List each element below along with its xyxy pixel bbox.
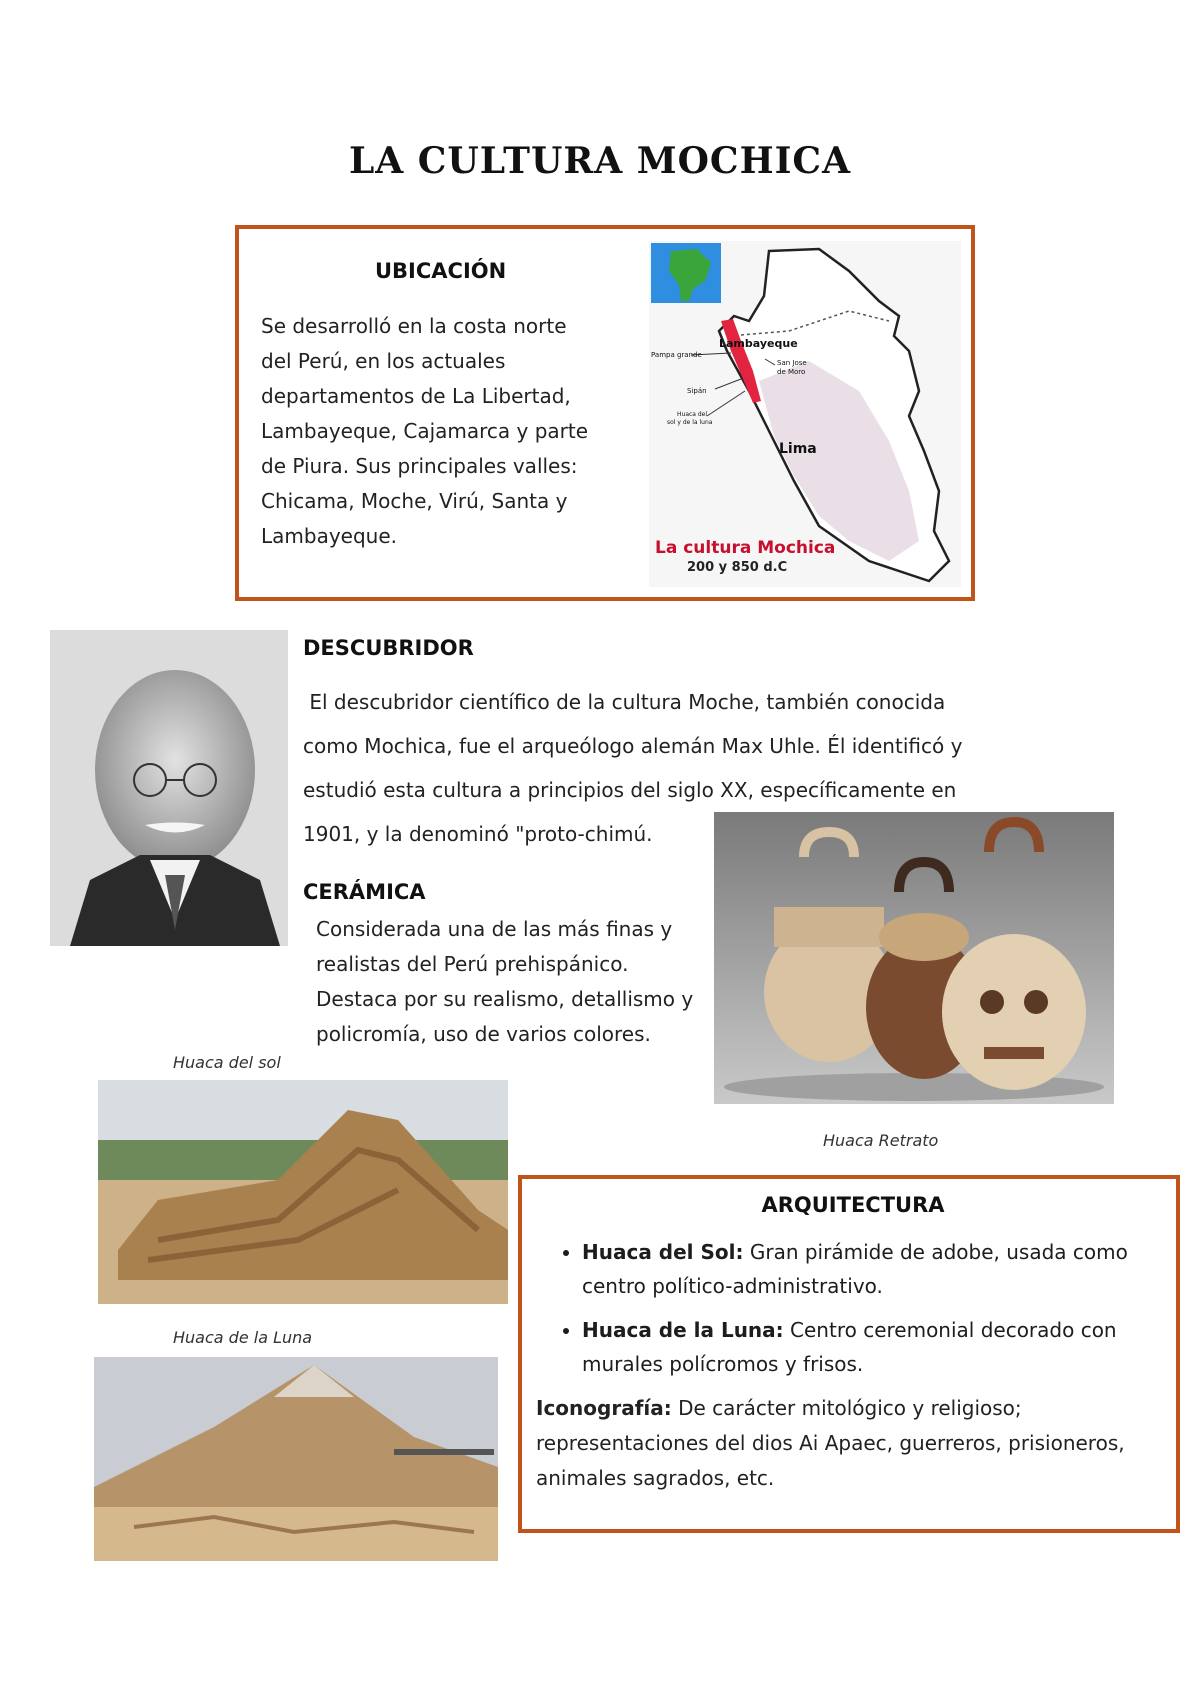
arquitectura-item [582, 1313, 1176, 1381]
arquitectura-item-label: Huaca del Sol: [582, 1240, 744, 1264]
arquitectura-item-text: Centro ceremonial decorado con murales polícromos y frisos. [582, 1318, 1117, 1376]
peru-map-graphic [649, 241, 961, 587]
iconografia-label: Iconografía: [536, 1396, 672, 1420]
ubicacion-heading: UBICACIÓN [375, 259, 507, 283]
arquitectura-heading: ARQUITECTURA [761, 1193, 945, 1217]
map-label-de-moro: de Moro [777, 368, 806, 376]
arquitectura-box [518, 1175, 1180, 1533]
ceramica-text: Considerada una de las más finas y realistas del Perú prehispánico. Destaca por su realismo, detallismo y policromía, uso de varios colores. [316, 917, 694, 1046]
descubridor-text: El descubridor científico de la cultura Moche, también conocida como Mochica, fue el arqueólogo alemán Max Uhle. Él identificó y estudió esta cultura a principios del siglo XX, específicamente en 1901, y la denominó "proto-chimú. [303, 690, 969, 846]
map-label-huaca-1: Huaca del [677, 411, 708, 418]
arquitectura-item-text: Gran pirámide de adobe, usada como centro político-administrativo. [582, 1240, 1128, 1298]
ceramica-heading: CERÁMICA [303, 880, 426, 904]
peru-map [649, 241, 961, 587]
map-label-lima: Lima [779, 441, 817, 457]
page-title: LA CULTURA MOCHICA [348, 140, 852, 182]
caption-huaca-retrato: Huaca Retrato [823, 1131, 939, 1150]
map-label-pampa: Pampa grande [651, 351, 702, 359]
map-label-lambayeque: Lambayeque [719, 337, 798, 350]
caption-huaca-luna: Huaca de la Luna [173, 1328, 313, 1347]
ceramica-photo [714, 812, 1114, 1104]
ubicacion-text: Se desarrolló en la costa norte del Perú, en los actuales departamentos de La Libertad, Lambayeque, Cajamarca y parte de Piura. Sus principales valles: Chicama, Moche, Virú, Santa y Lambayeque. [261, 314, 589, 548]
map-label-sipan: Sipán [687, 387, 707, 395]
map-caption-title: La cultura Mochica [655, 538, 836, 558]
iconografia-paragraph [536, 1391, 1166, 1496]
huaca-sol-photo [98, 1080, 508, 1304]
arquitectura-item-label: Huaca de la Luna: [582, 1318, 784, 1342]
descubridor-heading: DESCUBRIDOR [303, 636, 474, 660]
map-caption-dates: 200 y 850 d.C [687, 560, 788, 575]
map-label-san-jose: San Jose [777, 359, 807, 367]
caption-huaca-sol: Huaca del sol [173, 1053, 281, 1072]
iconografia-text: De carácter mitológico y religioso; representaciones del dios Ai Apaec, guerreros, prisioneros, animales sagrados, etc. [536, 1396, 1125, 1490]
arquitectura-list [522, 1235, 1176, 1381]
max-uhle-portrait [50, 630, 288, 946]
ubicacion-box [235, 225, 975, 601]
map-label-huaca-2: sol y de la luna [667, 419, 713, 426]
huaca-luna-photo [94, 1357, 498, 1561]
arquitectura-item [582, 1235, 1176, 1303]
